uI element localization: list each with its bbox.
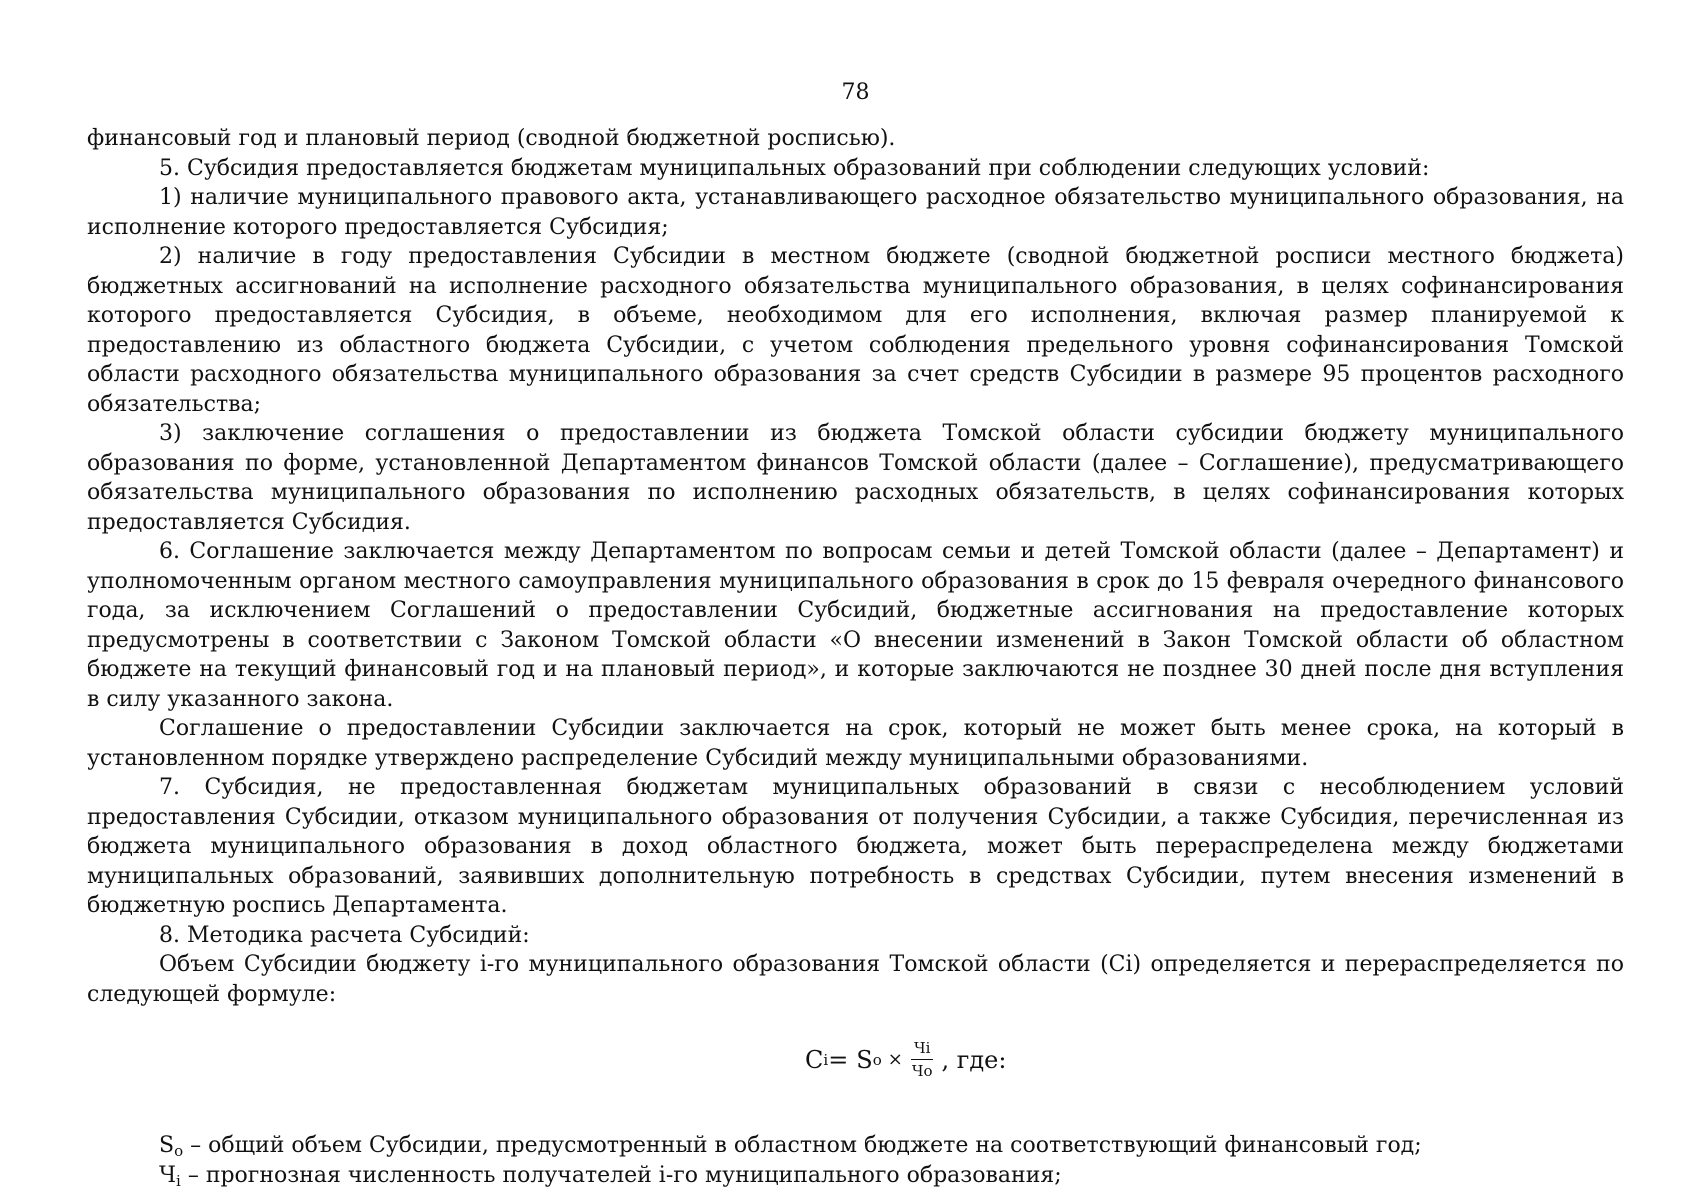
formula-times: ×: [887, 1048, 903, 1070]
definition-text: – общий объем Субсидии, предусмотренный в областном бюджете на соответствующий финансовый год;: [183, 1133, 1422, 1158]
paragraph-clause-5: 5. Субсидия предоставляется бюджетам муниципальных образований при соблюдении следующих условий:: [159, 155, 1430, 181]
formula-equals: =: [828, 1045, 849, 1074]
paragraph-condition-3: 3) заключение соглашения о предоставлении из бюджета Томской области субсидии бюджету муниципального образования по форме, установленной Департаментом финансов Томской области (далее – Соглашение), предусматривающего обязательства муниципального образования по исполнению расходных обязательств, в целях софинансирования которых предоставляется Субсидия.: [87, 421, 1624, 535]
definition-symbol: Ч: [159, 1162, 177, 1188]
formula-suffix: , где:: [941, 1045, 1007, 1074]
page-number: 78: [841, 80, 870, 105]
formula-lhs: C: [805, 1045, 824, 1074]
paragraph-clause-7: 7. Субсидия, не предоставленная бюджетам муниципальных образований в связи с несоблюдением условий предоставления Субсидии, отказом муниципального образования от получения Субсидии, а также Субсидия, перечисленная из бюджета муниципального образования в доход областного бюджета, может быть перераспределена между бюджетами муниципальных образований, заявивших дополнительную потребность в средствах Субсидии, путем внесения изменений в бюджетную роспись Департамента.: [87, 775, 1624, 918]
formula-denominator: Чo: [911, 1062, 933, 1080]
definition-symbol: S: [159, 1133, 175, 1158]
formula-expression: C i = S o × $\frac{Чi}{Чo}$ , где:: [805, 1039, 1007, 1080]
definition-symbol-subscript: i: [176, 1171, 181, 1190]
formula-fraction: [909, 1039, 936, 1080]
paragraph-clause-6: 6. Соглашение заключается между Департаментом по вопросам семьи и детей Томской области (далее – Департамент) и уполномоченным органом местного самоуправления муниципального образования в срок до 15 февраля очередного финансового года, за исключением Соглашений о предоставлении Субсидий, бюджетные ассигнования на предоставление которых предусмотрены в соответствии с Законом Томской области «О внесении изменений в Закон Томской области об областном бюджете на текущий финансовый год и на плановый период», и которые заключаются не позднее 30 дней после дня вступления в силу указанного закона.: [87, 539, 1624, 712]
definition-total-subsidy: [87, 1131, 1624, 1161]
subsidy-formula: [87, 1025, 1624, 1113]
paragraph-agreement-term: Соглашение о предоставлении Субсидии заключается на срок, который не может быть менее срока, на который в установленном порядке утверждено распределение Субсидий между муниципальными образованиями.: [87, 716, 1624, 771]
paragraph-continuation: финансовый год и плановый период (сводной бюджетной росписью).: [87, 126, 896, 151]
document-page: [87, 78, 1624, 1190]
definition-symbol-subscript: o: [174, 1142, 184, 1160]
definition-text: – прогнозная численность получателей i-го муниципального образования;: [180, 1162, 1062, 1188]
paragraph-clause-8: 8. Методика расчета Субсидий:: [159, 922, 530, 948]
formula-numerator: Чi: [911, 1039, 933, 1060]
paragraph-condition-2: 2) наличие в году предоставления Субсидии в местном бюджете (сводной бюджетной росписи местного бюджета) бюджетных ассигнований на исполнение расходного обязательства муниципального образования, в целях софинансирования которого предоставляется Субсидия, в объеме, необходимом для его исполнения, включая размер планируемой к предоставлению из областного бюджета Субсидии, с учетом соблюдения предельного уровня софинансирования Томской области расходного обязательства муниципального образования за счет средств Субсидии в размере 95 процентов расходного обязательства;: [87, 244, 1624, 417]
formula-total: S: [856, 1045, 873, 1074]
paragraph-formula-intro: Объем Субсидии бюджету i-го муниципального образования Томской области (Ci) определяется и перераспределяется по следующей формуле:: [87, 952, 1624, 1007]
definition-recipients: [87, 1161, 1624, 1191]
paragraph-condition-1: 1) наличие муниципального правового акта, устанавливающего расходное обязательство муниципального образования, на исполнение которого предоставляется Субсидия;: [87, 185, 1624, 240]
document-body: [87, 124, 1624, 1009]
